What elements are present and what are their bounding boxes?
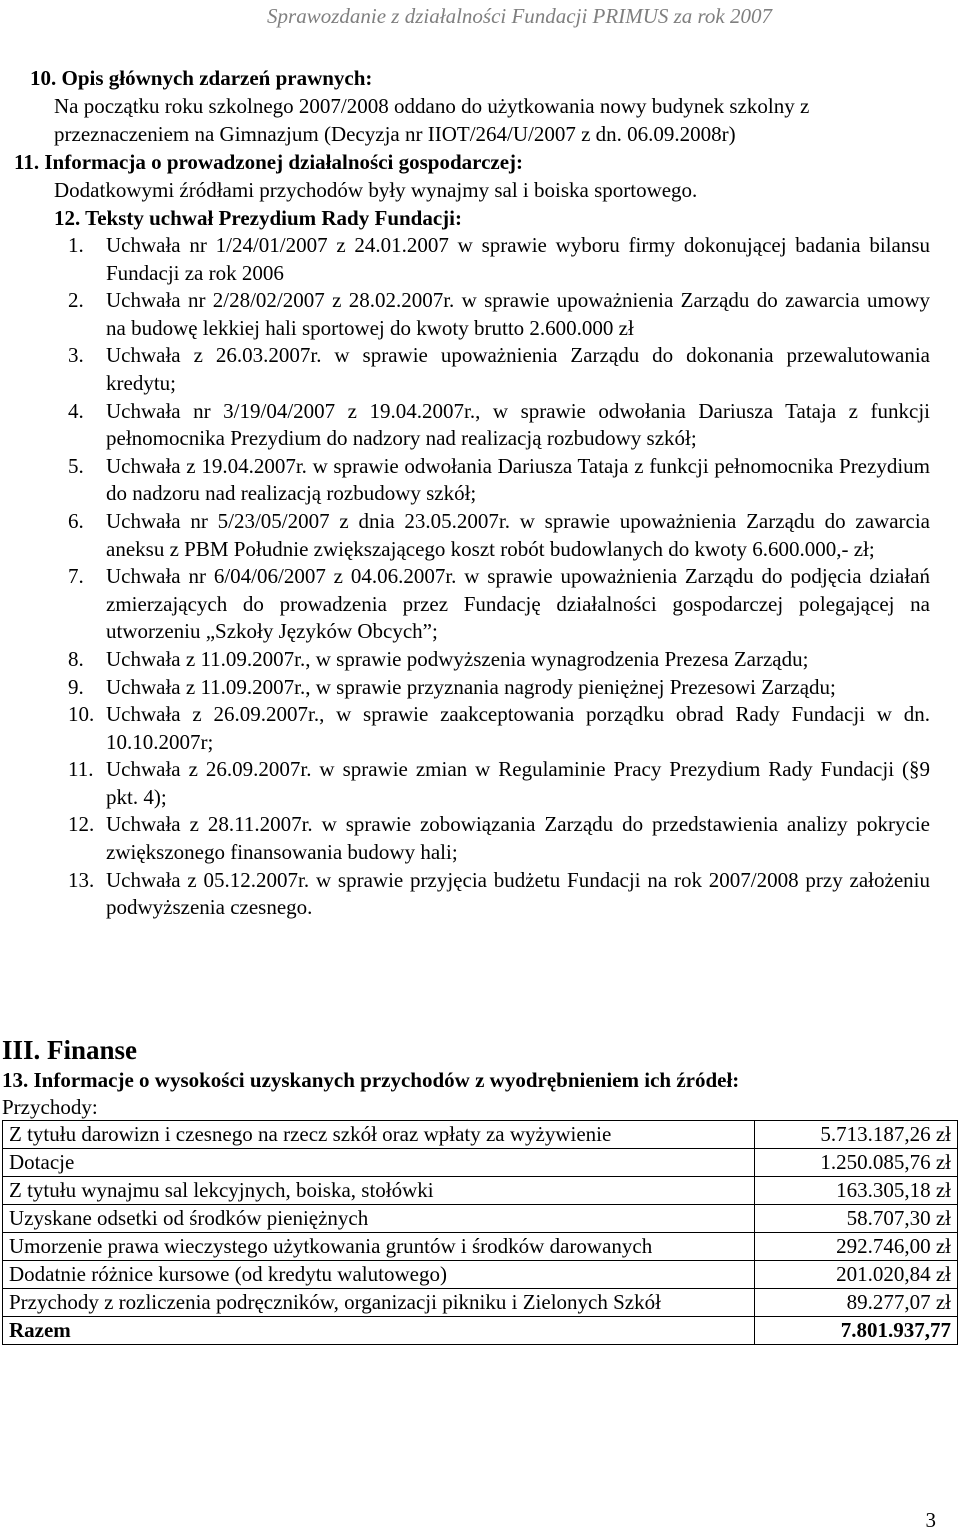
list-item-text: Uchwała nr 1/24/01/2007 z 24.01.2007 w sprawie wyboru firmy dokonującej badania bilansu Fundacji za rok 2006 [106, 233, 930, 285]
row-label: Umorzenie prawa wieczystego użytkowania gruntów i środków darowanych [3, 1233, 755, 1261]
list-item-number: 5. [68, 453, 84, 478]
list-item-number: 2. [68, 288, 84, 313]
list-item-text: Uchwała z 11.09.2007r., w sprawie przyznania nagrody pieniężnej Prezesowi Zarządu; [106, 674, 836, 699]
list-item [0, 646, 960, 674]
list-item [0, 508, 960, 563]
section-10-text [0, 92, 960, 148]
list-item-number: 1. [68, 233, 84, 257]
section-11-number: 11. [14, 150, 40, 174]
document-body [0, 64, 960, 922]
section-11-text [0, 176, 960, 204]
list-item-text: Uchwała z 19.04.2007r. w sprawie odwołania Dariusza Tataja z funkcji pełnomocnika Prezydium do nadzoru nad realizacją rozbudowy szkół; [106, 453, 930, 506]
revenue-table [2, 1120, 958, 1345]
list-item-text: Uchwała z 26.09.2007r., w sprawie zaakceptowania porządku obrad Rady Fundacji w dn. 10.10.2007r; [106, 702, 930, 754]
list-item-number: 6. [68, 508, 84, 533]
list-item [0, 756, 960, 811]
list-item [0, 453, 960, 508]
list-item [0, 287, 960, 342]
total-amount: 7.801.937,77 [755, 1317, 958, 1345]
row-label: Z tytułu darowizn i czesnego na rzecz szkół oraz wpłaty za wyżywienie [3, 1121, 755, 1149]
table-row [3, 1177, 958, 1205]
list-item-text: Uchwała z 05.12.2007r. w sprawie przyjęcia budżetu Fundacji na rok 2007/2008 przy założeniu podwyższenia czesnego. [106, 867, 930, 920]
list-item-text: Uchwała z 26.09.2007r. w sprawie zmian w Regulaminie Pracy Prezydium Rady Fundacji (§9 pkt. 4); [106, 757, 930, 809]
list-item-text: Uchwała z 28.11.2007r. w sprawie zobowiązania Zarządu do przedstawienia analizy pokrycie zwiększonego finansowania budowy hali; [106, 812, 930, 865]
row-amount: 89.277,07 zł [755, 1289, 958, 1317]
table-row [3, 1261, 958, 1289]
table-row [3, 1121, 958, 1149]
list-item-number: 12. [68, 812, 95, 837]
list-item [0, 701, 960, 756]
list-item-number: 7. [68, 564, 84, 589]
section-11-heading: Informacja o prowadzonej działalności gospodarczej: [44, 150, 524, 174]
list-item-number: 4. [68, 398, 84, 423]
section-10-heading: Opis głównych zdarzeń prawnych: [61, 66, 373, 90]
section-10-number: 10. [30, 66, 57, 90]
list-item-number: 11. [68, 757, 94, 782]
section-11-paragraph: Dodatkowymi źródłami przychodów były wynajmy sal i boiska sportowego. [54, 178, 698, 202]
row-label: Dotacje [3, 1149, 755, 1177]
section-10-paragraph: Na początku roku szkolnego 2007/2008 oddano do użytkowania nowy budynek szkolny z przeznaczeniem na Gimnazjum (Decyzja nr IIOT/264/U/2007 z dn. 06.09.2008r) [54, 94, 810, 146]
section-12-title [0, 204, 960, 232]
row-amount: 292.746,00 zł [755, 1233, 958, 1261]
table-row [3, 1205, 958, 1233]
list-item-text: Uchwała nr 6/04/06/2007 z 04.06.2007r. w sprawie upoważnienia Zarządu do podjęcia działań zmierzających do prowadzenia przez Fundację działalności gospodarczej polegającej na utworzeniu „Szkoły Języków Obcych”; [106, 564, 930, 644]
table-row [3, 1289, 958, 1317]
resolution-list [0, 232, 960, 922]
list-item-text: Uchwała nr 2/28/02/2007 z 28.02.2007r. w sprawie upoważnienia Zarządu do zawarcia umowy na budowę lekkiej hali sportowej do kwoty brutto 2.600.000 zł [106, 288, 930, 340]
document-header: Sprawozdanie z działalności Fundacji PRIMUS za rok 2007 [267, 4, 772, 28]
list-item-text: Uchwała z 26.03.2007r. w sprawie upoważnienia Zarządu do dokonania przewalutowania kredytu; [106, 343, 930, 395]
finance-heading: III. Finanse [2, 1035, 138, 1065]
list-item [0, 563, 960, 646]
list-item [0, 398, 960, 453]
list-item-number: 9. [68, 674, 84, 699]
row-amount: 201.020,84 zł [755, 1261, 958, 1289]
list-item [0, 674, 960, 702]
row-label: Uzyskane odsetki od środków pieniężnych [3, 1205, 755, 1233]
list-item-number: 8. [68, 646, 84, 671]
row-amount: 58.707,30 zł [755, 1205, 958, 1233]
list-item-text: Uchwała z 11.09.2007r., w sprawie podwyższenia wynagrodzenia Prezesa Zarządu; [106, 646, 809, 671]
list-item [0, 867, 960, 922]
row-label: Z tytułu wynajmu sal lekcyjnych, boiska, stołówki [3, 1177, 755, 1205]
total-label: Razem [3, 1317, 755, 1345]
total-row [3, 1317, 958, 1345]
page-number: 3 [925, 1508, 936, 1532]
revenue-label: Przychody: [2, 1095, 98, 1119]
row-amount: 1.250.085,76 zł [755, 1149, 958, 1177]
section-10-title [0, 64, 960, 92]
row-label: Dodatnie różnice kursowe (od kredytu walutowego) [3, 1261, 755, 1289]
section-11-title [0, 148, 960, 176]
list-item-number: 3. [68, 343, 84, 368]
list-item-text: Uchwała nr 3/19/04/2007 z 19.04.2007r., w sprawie odwołania Dariusza Tataja z funkcji pełnomocnika Prezydium do nadzory nad realizacją rozbudowy szkół; [106, 398, 930, 451]
table-row [3, 1149, 958, 1177]
section-12-heading: Teksty uchwał Prezydium Rady Fundacji: [85, 206, 462, 230]
row-amount: 5.713.187,26 zł [755, 1121, 958, 1149]
row-amount: 163.305,18 zł [755, 1177, 958, 1205]
row-label: Przychody z rozliczenia podręczników, organizacji pikniku i Zielonych Szkół [3, 1289, 755, 1317]
section-12-number: 12. [54, 206, 81, 230]
list-item-text: Uchwała nr 5/23/05/2007 z dnia 23.05.2007r. w sprawie upoważnienia Zarządu do zawarcia aneksu z PBM Południe zwiększającego koszt robót budowlanych do kwoty 6.600.000,- zł; [106, 508, 930, 561]
table-row [3, 1233, 958, 1261]
list-item [0, 232, 960, 287]
list-item-number: 13. [68, 867, 95, 892]
list-item [0, 811, 960, 866]
section-13-title: 13. Informacje o wysokości uzyskanych przychodów z wyodrębnieniem ich źródeł: [2, 1068, 740, 1092]
list-item [0, 342, 960, 397]
list-item-number: 10. [68, 702, 95, 727]
